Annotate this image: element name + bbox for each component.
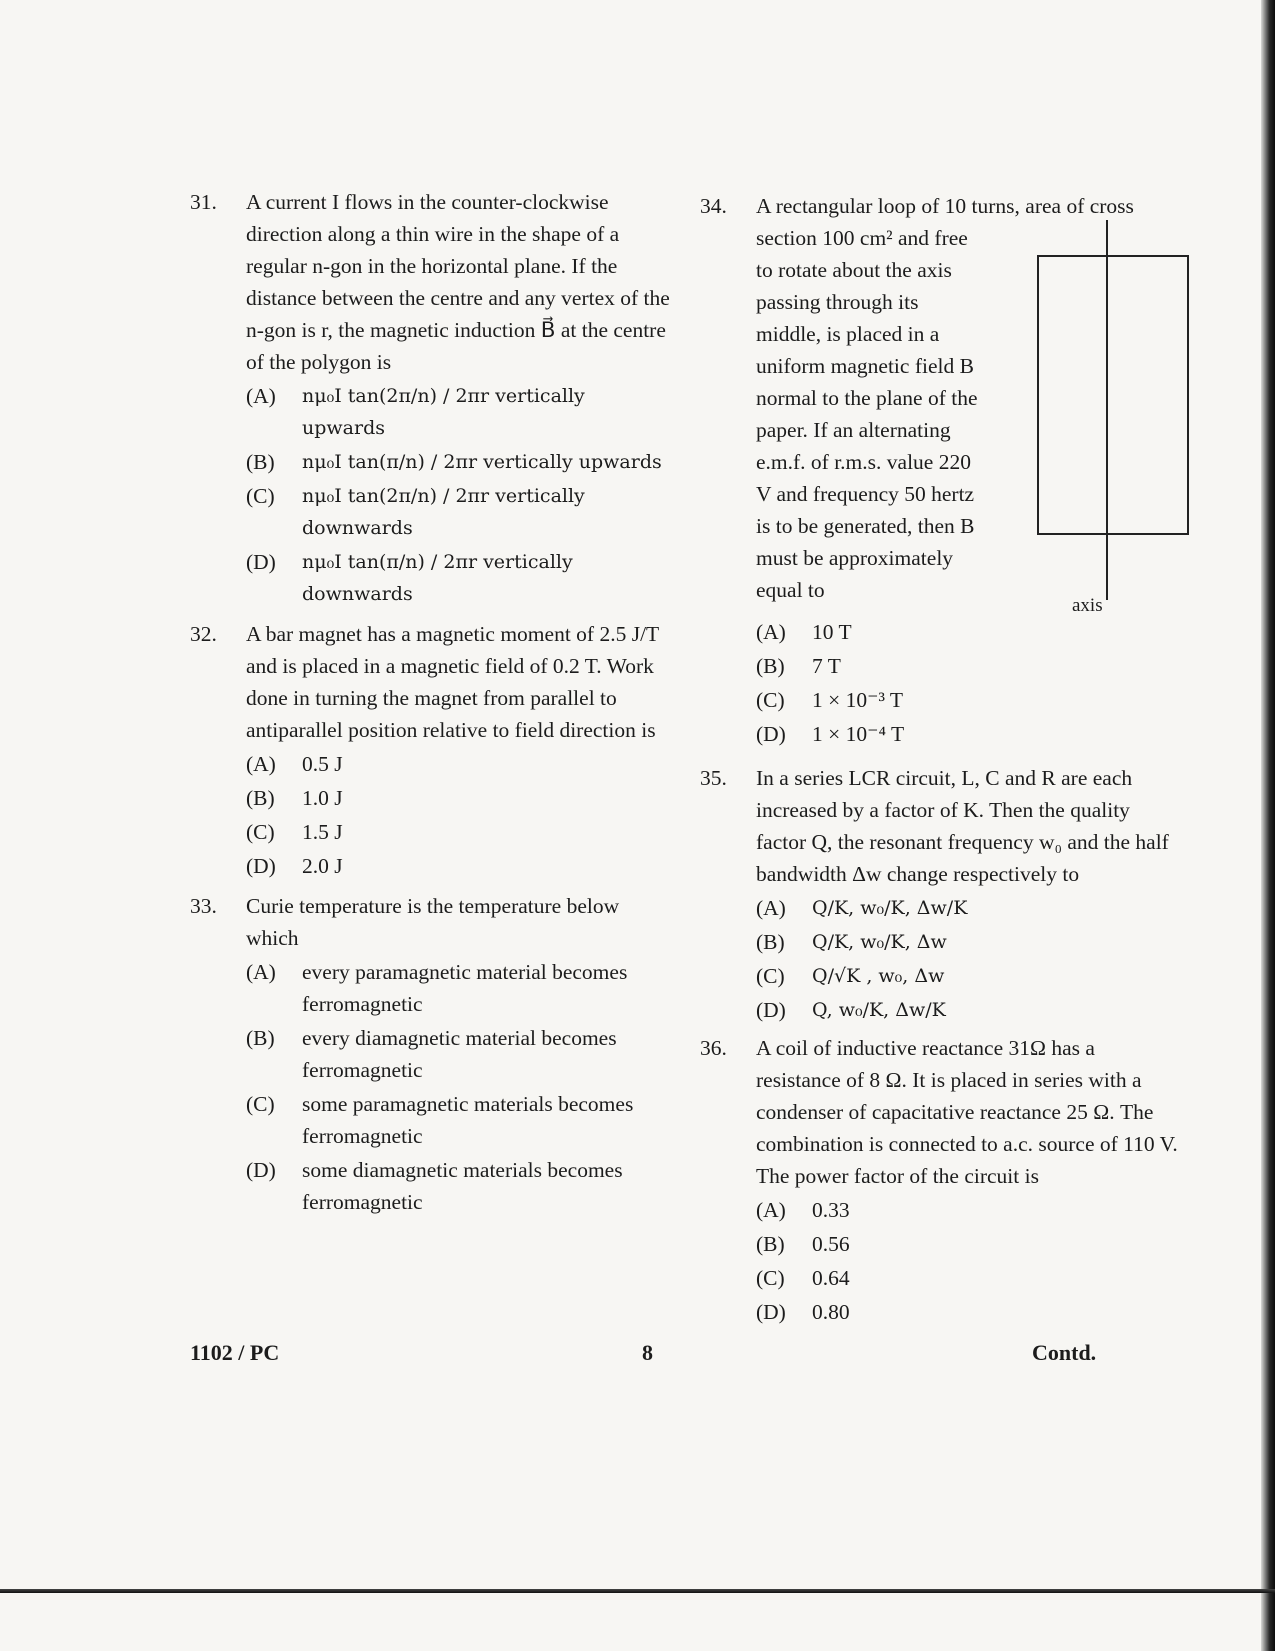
option-label: (C) [246, 820, 275, 844]
right-column [700, 190, 1180, 1330]
option-b[interactable] [756, 926, 1180, 958]
question-35 [700, 762, 1180, 1028]
option-a[interactable] [756, 1194, 1180, 1226]
option-label: (A) [246, 960, 276, 984]
question-34 [700, 190, 1180, 752]
option-text: nμ₀I tan(2π/n) / 2πr vertically downwards [302, 485, 585, 539]
question-32 [190, 618, 670, 884]
option-label: (B) [246, 786, 275, 810]
option-d[interactable] [756, 994, 1180, 1026]
option-text: 1.0 J [302, 786, 343, 810]
option-a[interactable] [246, 380, 670, 444]
question-number: 34. [700, 194, 727, 218]
option-text: 0.80 [812, 1300, 850, 1324]
page-bottom-edge [0, 1589, 1275, 1593]
option-text: nμ₀I tan(2π/n) / 2πr vertically upwards [302, 385, 585, 439]
option-label: (D) [246, 550, 276, 574]
option-label: (D) [756, 1300, 786, 1324]
rotating-loop-diagram [1032, 220, 1212, 620]
option-label: (B) [756, 654, 785, 678]
option-label: (C) [246, 1092, 275, 1116]
option-text: every paramagnetic material becomes ferromagnetic [302, 960, 628, 1016]
option-text: Q/K, w₀/K, Δw [812, 931, 947, 953]
question-text: A coil of inductive reactance 31Ω has a resistance of 8 Ω. It is placed in series with a condenser of capacitative reactance 25 Ω. The combination is connected to a.c. source of 110 V. The power factor of the circuit is [756, 1036, 1178, 1188]
question-number: 33. [190, 894, 217, 918]
option-d[interactable] [246, 546, 670, 610]
option-label: (A) [756, 620, 786, 644]
option-label: (A) [246, 752, 276, 776]
option-label: (C) [756, 1266, 785, 1290]
option-a[interactable] [756, 892, 1180, 924]
option-text: 2.0 J [302, 854, 343, 878]
option-label: (A) [246, 384, 276, 408]
option-text: Q, w₀/K, Δw/K [812, 999, 946, 1021]
question-number: 36. [700, 1036, 727, 1060]
option-label: (B) [756, 1232, 785, 1256]
question-text: A current I flows in the counter-clockwise direction along a thin wire in the shape of a regular n-gon in the horizontal plane. If the distance between the centre and any vertex of the n-gon is r, the magnetic induction B⃗ at the centre of the polygon is [246, 190, 670, 374]
question-text: In a series LCR circuit, L, C and R are each increased by a factor of K. Then the quality factor Q, the resonant frequency w₀ and the half bandwidth Δw change respectively to [756, 766, 1169, 886]
option-label: (B) [756, 930, 785, 954]
option-b[interactable] [246, 1022, 670, 1086]
question-36 [700, 1032, 1180, 1330]
axis-label: axis [1072, 595, 1103, 616]
question-text: section 100 cm² and free to rotate about the axis passing through its middle, is placed in a uniform magnetic field B normal to the plane of the paper. If an alternating e.m.f. of r.m.s. value 220 V and frequency 50 hertz is to be generated, then B must be approximately equal to [756, 226, 978, 602]
option-label: (A) [756, 896, 786, 920]
option-text: nμ₀I tan(π/n) / 2πr vertically downwards [302, 551, 573, 605]
option-d[interactable] [756, 1296, 1180, 1328]
question-number: 31. [190, 190, 217, 214]
option-label: (D) [756, 998, 786, 1022]
option-d[interactable] [246, 1154, 670, 1218]
option-text: 1.5 J [302, 820, 343, 844]
option-d[interactable] [246, 850, 670, 882]
option-text: 0.33 [812, 1198, 850, 1222]
option-label: (D) [246, 1158, 276, 1182]
rectangular-loop [1038, 256, 1188, 534]
option-text: every diamagnetic material becomes ferromagnetic [302, 1026, 617, 1082]
option-b[interactable] [246, 446, 670, 478]
option-label: (D) [246, 854, 276, 878]
option-a[interactable] [246, 748, 670, 780]
option-text: 0.56 [812, 1232, 850, 1256]
option-label: (D) [756, 722, 786, 746]
option-c[interactable] [756, 684, 1180, 716]
option-text: Q/K, w₀/K, Δw/K [812, 897, 968, 919]
question-number: 32. [190, 622, 217, 646]
option-label: (B) [246, 1026, 275, 1050]
question-text-first-line: A rectangular loop of 10 turns, area of cross [756, 194, 1134, 218]
page-number: 8 [642, 1340, 653, 1365]
option-text: 0.5 J [302, 752, 343, 776]
question-text: A bar magnet has a magnetic moment of 2.5 J/T and is placed in a magnetic field of 0.2 T. Work done in turning the magnet from parallel to antiparallel position relative to field direction is [246, 622, 659, 742]
option-c[interactable] [246, 480, 670, 544]
question-33 [190, 890, 670, 1220]
option-label: (A) [756, 1198, 786, 1222]
option-label: (B) [246, 450, 275, 474]
option-label: (C) [246, 484, 275, 508]
question-text: Curie temperature is the temperature below which [246, 894, 620, 950]
option-text: Q/√K , w₀, Δw [812, 965, 945, 987]
left-column [190, 186, 670, 1220]
page-edge-shadow [1261, 0, 1275, 1651]
option-text: some diamagnetic materials becomes ferromagnetic [302, 1158, 623, 1214]
option-b[interactable] [756, 650, 1180, 682]
option-label: (C) [756, 688, 785, 712]
option-c[interactable] [756, 1262, 1180, 1294]
option-label: (C) [756, 964, 785, 988]
option-text: nμ₀I tan(π/n) / 2πr vertically upwards [302, 451, 662, 473]
question-number: 35. [700, 766, 727, 790]
option-c[interactable] [246, 816, 670, 848]
option-b[interactable] [756, 1228, 1180, 1260]
option-text: 10 T [812, 620, 852, 644]
option-a[interactable] [246, 956, 670, 1020]
option-text: some paramagnetic materials becomes ferromagnetic [302, 1092, 634, 1148]
option-a[interactable] [756, 616, 1180, 648]
option-text: 7 T [812, 654, 841, 678]
continued-label: Contd. [1032, 1340, 1097, 1365]
paper-code: 1102 / PC [190, 1340, 280, 1365]
option-d[interactable] [756, 718, 1180, 750]
option-c[interactable] [756, 960, 1180, 992]
option-b[interactable] [246, 782, 670, 814]
option-text: 0.64 [812, 1266, 850, 1290]
option-c[interactable] [246, 1088, 670, 1152]
question-31 [190, 186, 670, 612]
option-text: 1 × 10⁻³ T [812, 688, 904, 712]
option-text: 1 × 10⁻⁴ T [812, 722, 905, 746]
